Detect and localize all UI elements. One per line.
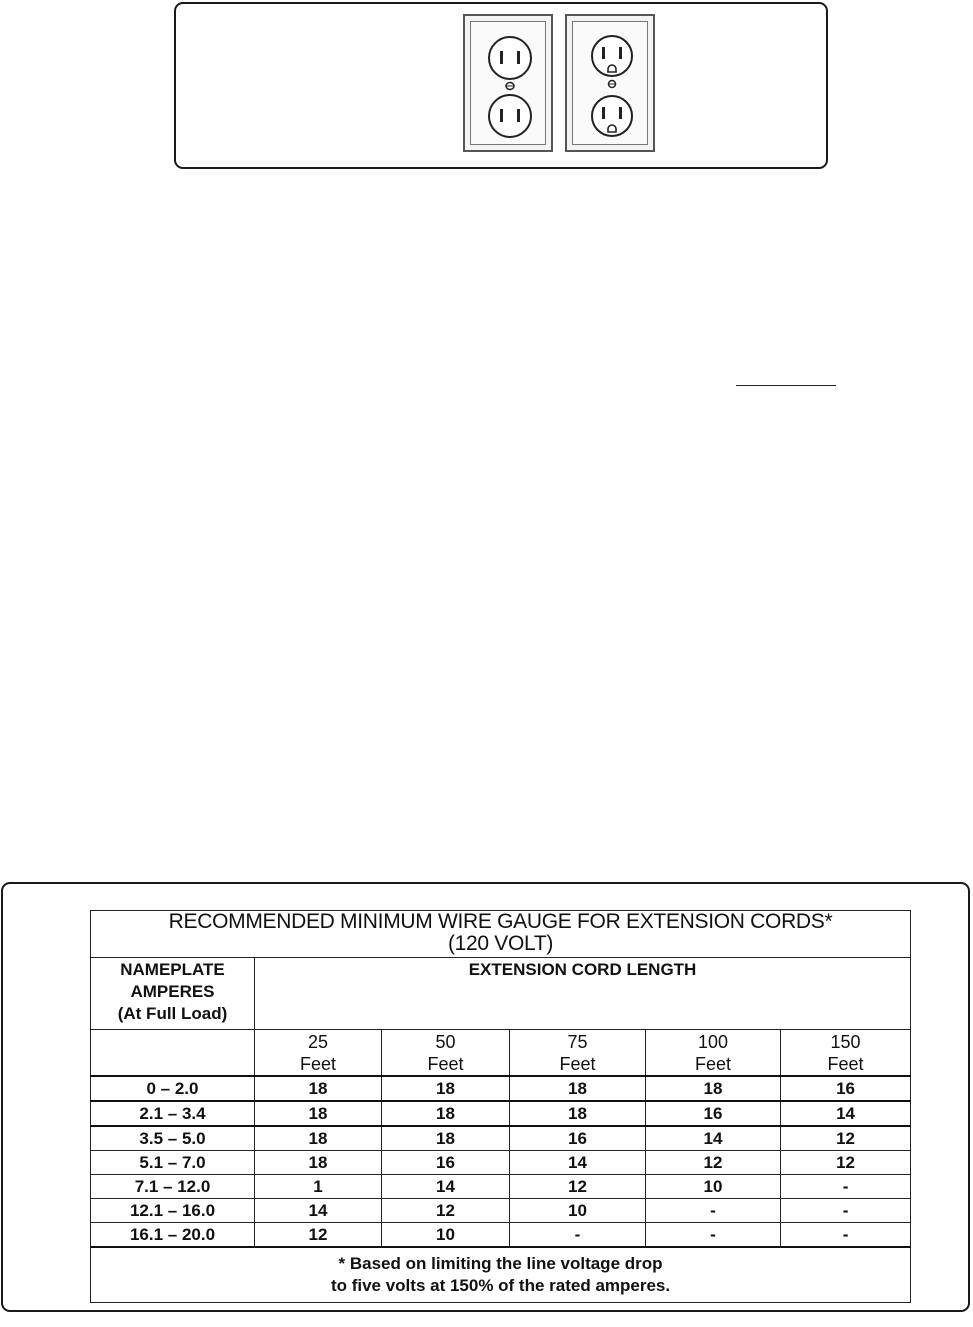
amps-cell: 12.1 – 16.0 — [91, 1199, 255, 1223]
amps-cell: 7.1 – 12.0 — [91, 1175, 255, 1199]
table-row — [91, 1101, 911, 1126]
gauge-cell: - — [646, 1223, 781, 1248]
gauge-cell: 18 — [255, 1151, 382, 1175]
footnote-line-1: * Based on limiting the line voltage drop — [338, 1254, 663, 1273]
length-column-header: 75 Feet — [510, 1030, 646, 1077]
grounded-duplex-outlet-icon — [565, 14, 655, 152]
gauge-cell: 12 — [781, 1151, 911, 1175]
amps-cell: 16.1 – 20.0 — [91, 1223, 255, 1248]
table-row — [91, 1175, 911, 1199]
gauge-cell: - — [781, 1199, 911, 1223]
gauge-cell: 16 — [510, 1126, 646, 1151]
gauge-cell: 12 — [646, 1151, 781, 1175]
length-header: EXTENSION CORD LENGTH — [255, 958, 911, 1030]
amps-cell: 0 – 2.0 — [91, 1076, 255, 1101]
gauge-cell: 14 — [510, 1151, 646, 1175]
gauge-cell: 16 — [781, 1076, 911, 1101]
footnote-line-2: to five volts at 150% of the rated amperes. — [330, 1276, 671, 1295]
amps-cell: 2.1 – 3.4 — [91, 1101, 255, 1126]
gauge-cell: 1 — [255, 1175, 382, 1199]
underline-mark — [736, 385, 836, 386]
gauge-cell: 18 — [255, 1101, 382, 1126]
amperes-header-line-3: (At Full Load) — [117, 1004, 228, 1023]
gauge-cell: 18 — [382, 1126, 510, 1151]
empty-header-cell — [91, 1030, 255, 1077]
gauge-cell: 12 — [781, 1126, 911, 1151]
table-title-line-1: RECOMMENDED MINIMUM WIRE GAUGE FOR EXTENSION CORDS* — [168, 910, 833, 933]
gauge-cell: 14 — [781, 1101, 911, 1126]
gauge-cell: 16 — [646, 1101, 781, 1126]
length-column-header: 100 Feet — [646, 1030, 781, 1077]
gauge-cell: 18 — [382, 1101, 510, 1126]
length-column-header: 25 Feet — [255, 1030, 382, 1077]
table-title-line-2: (120 VOLT) — [447, 932, 554, 955]
table-row — [91, 1223, 911, 1248]
gauge-cell: 18 — [646, 1076, 781, 1101]
gauge-cell: 10 — [510, 1199, 646, 1223]
wire-gauge-table — [90, 910, 911, 1303]
two-prong-duplex-outlet-icon — [463, 14, 553, 152]
length-column-header: 150 Feet — [781, 1030, 911, 1077]
gauge-cell: 16 — [382, 1151, 510, 1175]
amperes-header — [91, 958, 255, 1030]
table-row — [91, 1199, 911, 1223]
amps-cell: 5.1 – 7.0 — [91, 1151, 255, 1175]
amperes-header-line-1: NAMEPLATE — [120, 960, 225, 979]
gauge-cell: 12 — [510, 1175, 646, 1199]
gauge-cell: 18 — [382, 1076, 510, 1101]
gauge-cell: 14 — [382, 1175, 510, 1199]
gauge-cell: 10 — [382, 1223, 510, 1248]
gauge-cell: - — [646, 1199, 781, 1223]
table-title — [91, 911, 911, 958]
gauge-cell: 12 — [255, 1223, 382, 1248]
gauge-cell: 18 — [510, 1101, 646, 1126]
gauge-cell: - — [781, 1223, 911, 1248]
gauge-cell: 18 — [255, 1076, 382, 1101]
gauge-cell: - — [510, 1223, 646, 1248]
gauge-cell: 18 — [255, 1126, 382, 1151]
gauge-cell: 14 — [646, 1126, 781, 1151]
gauge-cell: - — [781, 1175, 911, 1199]
gauge-cell: 10 — [646, 1175, 781, 1199]
gauge-cell: 14 — [255, 1199, 382, 1223]
amps-cell: 3.5 – 5.0 — [91, 1126, 255, 1151]
gauge-cell: 12 — [382, 1199, 510, 1223]
gauge-cell: 18 — [510, 1076, 646, 1101]
table-footnote — [91, 1247, 911, 1303]
table-row — [91, 1076, 911, 1101]
table-row — [91, 1151, 911, 1175]
length-column-header: 50 Feet — [382, 1030, 510, 1077]
amperes-header-line-2: AMPERES — [130, 982, 215, 1001]
table-row — [91, 1126, 911, 1151]
